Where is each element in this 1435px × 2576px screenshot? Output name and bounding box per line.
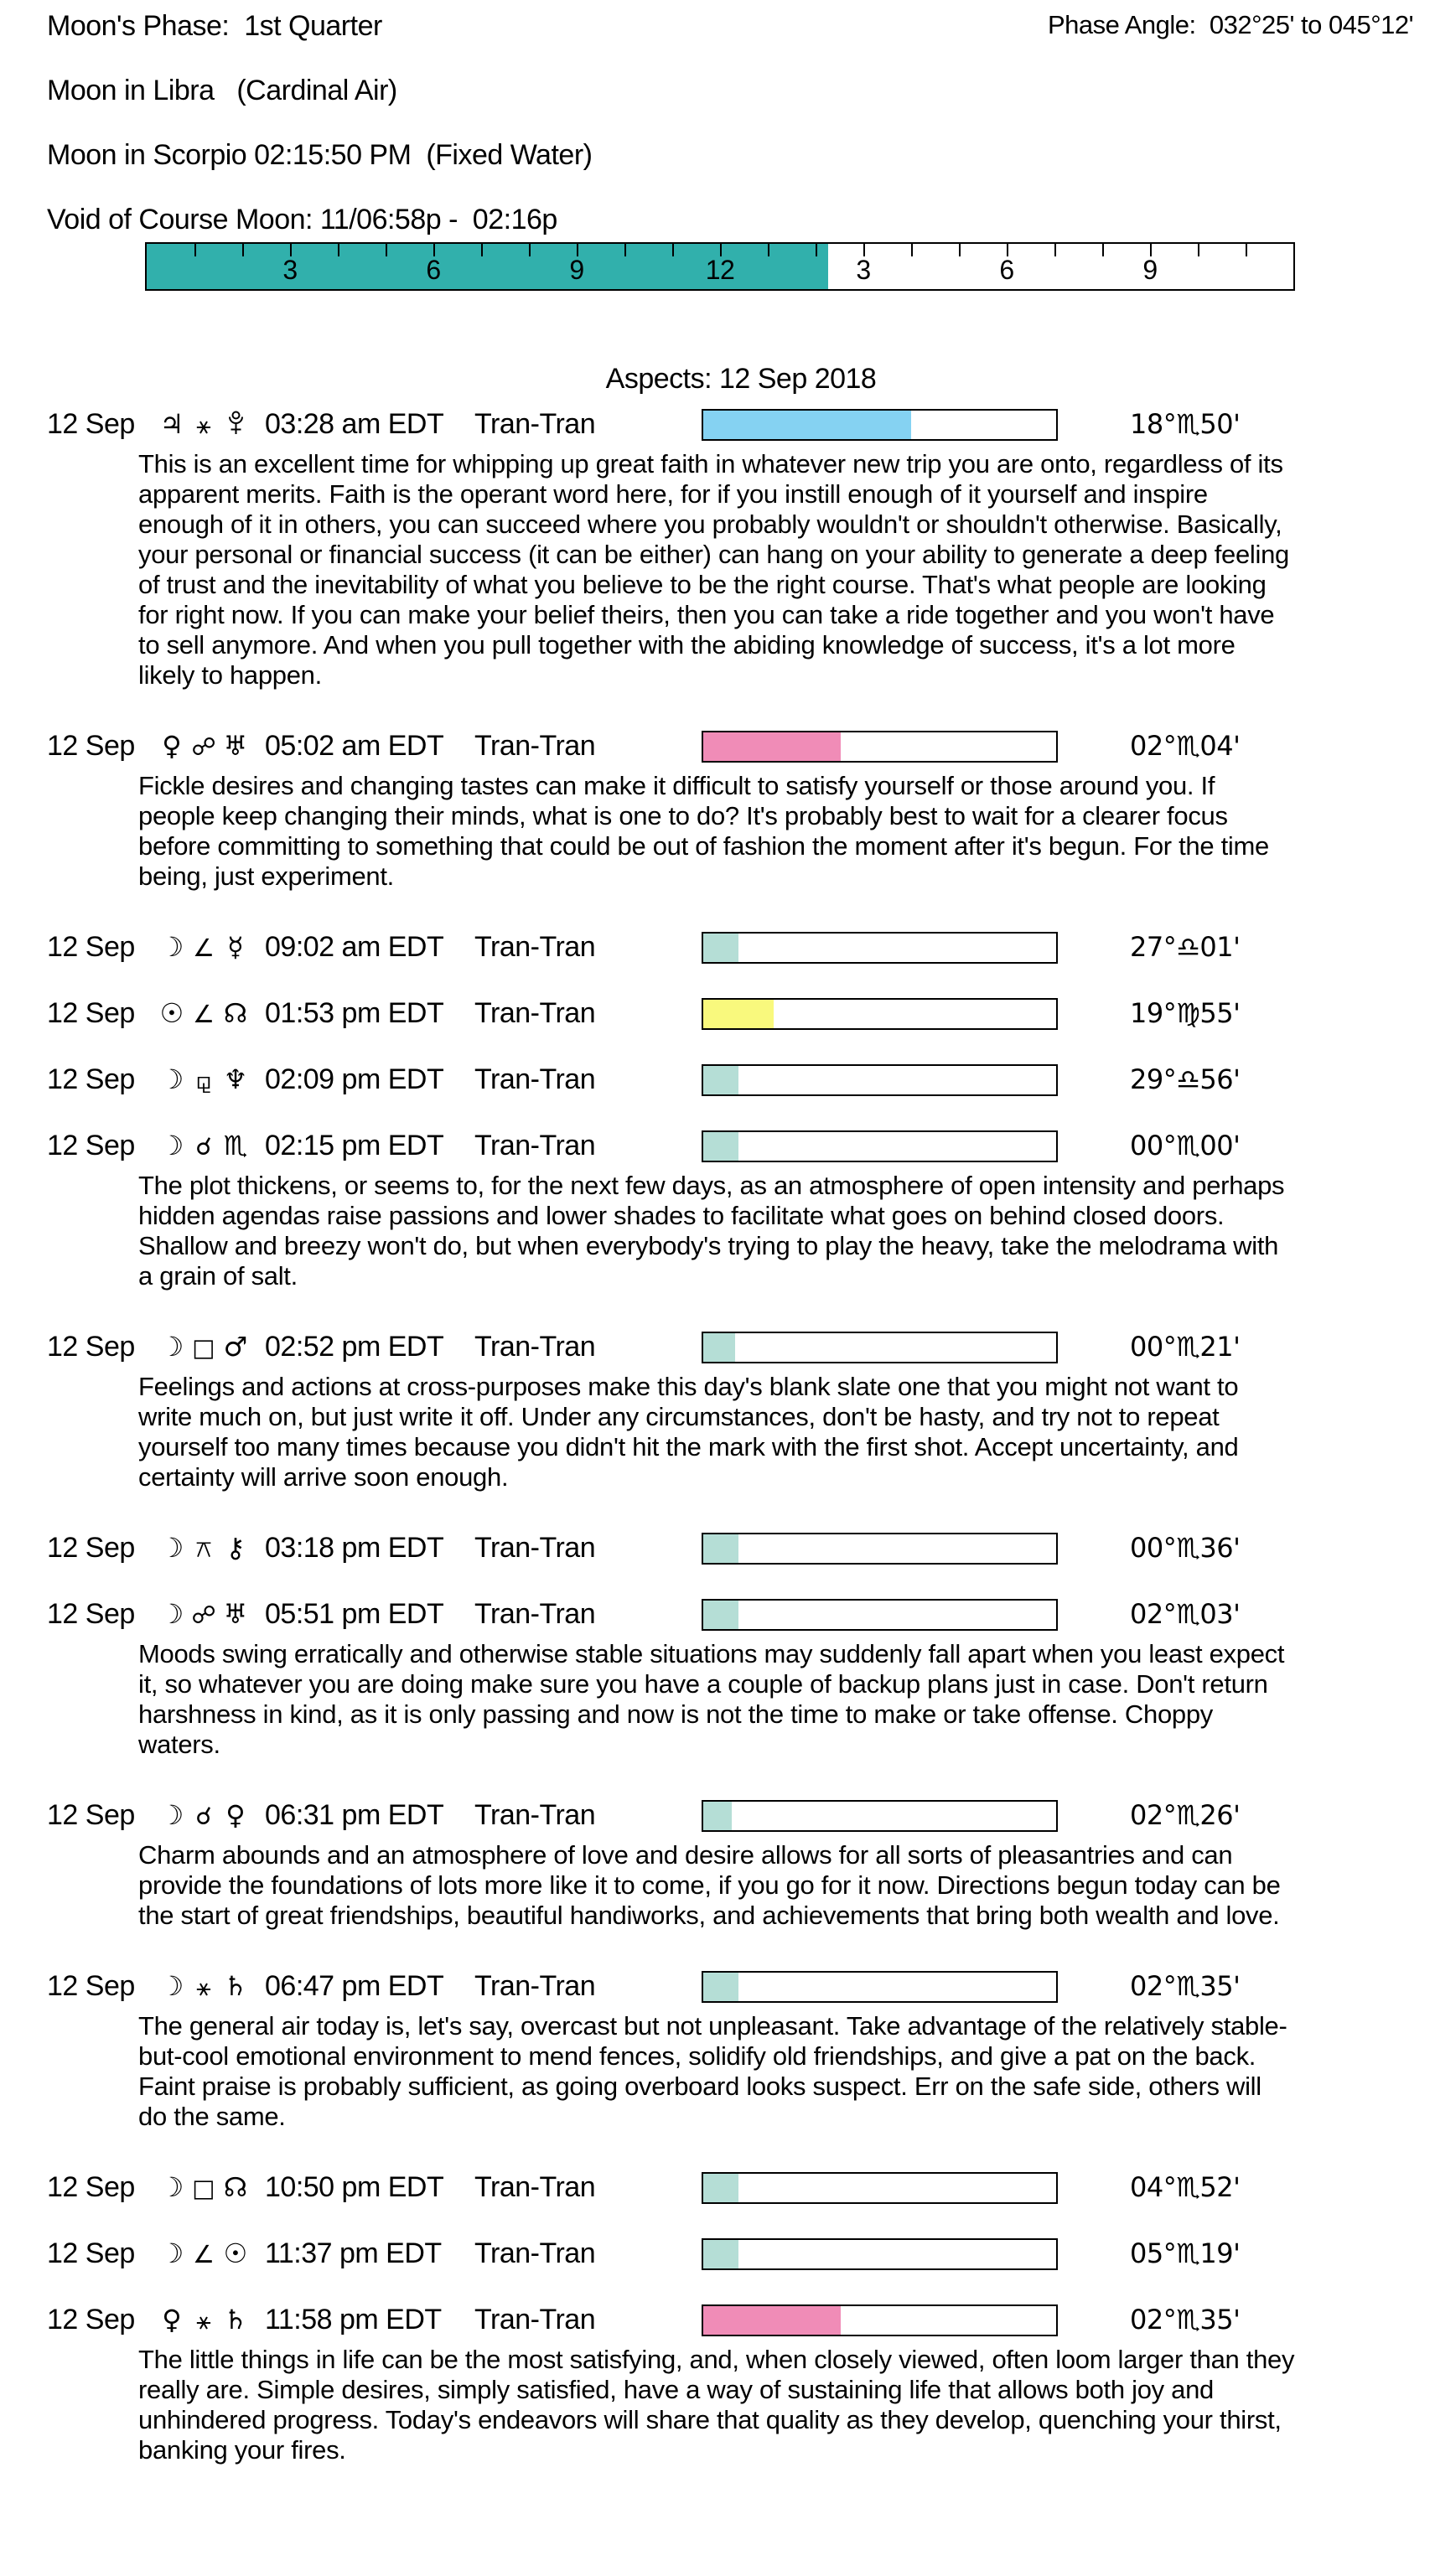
opposition-icon: ☍: [191, 1601, 216, 1629]
north-node-icon: ☊: [223, 2171, 248, 2203]
sun-icon: ☉: [159, 997, 184, 1029]
sextile-icon: ⚹: [196, 2306, 211, 2335]
aspect-position-value: 19°♍55': [1130, 997, 1241, 1029]
moon-icon: ☽: [159, 1532, 184, 1564]
mars-icon: ♂: [223, 1331, 248, 1363]
orb-bar: [702, 932, 1058, 964]
voc-ruler: [145, 242, 1295, 291]
ruler-tick: [1246, 244, 1247, 256]
ruler-tick: [672, 244, 674, 256]
aspect-description: The plot thickens, or seems to, for the next few days, as an atmosphere of open intensity and perhaps hidden agendas raise passions and lower shades to facilitate what goes on behind closed doors. Shallow and breezy won't do, but when everybody's trying to play the heavy, take the melodrama with a grain of salt.: [138, 1171, 1285, 1291]
aspect-time: 02:15 pm EDT: [265, 1130, 444, 1161]
aspect-date: 12 Sep: [47, 2237, 135, 2269]
aspect-date: 12 Sep: [47, 1970, 135, 2002]
orb-bar: [702, 2238, 1058, 2270]
moon-icon: ☽: [159, 1799, 184, 1831]
moon-in-libra-line: Moon in Libra (Cardinal Air): [47, 75, 397, 106]
aspect-date: 12 Sep: [47, 931, 135, 963]
moon-icon: ☽: [159, 1970, 184, 2002]
aspect-type: Tran-Tran: [474, 2304, 596, 2335]
square-icon: □: [192, 1333, 215, 1362]
aspect-date: 12 Sep: [47, 997, 135, 1029]
aspect-date: 12 Sep: [47, 1799, 135, 1831]
aspect-description: Fickle desires and changing tastes can make it difficult to satisfy yourself or those around you. If people keep changing their minds, what is one to do? It's probably best to wait for a clearer focus before committing to something that could be out of fashion the moment after it's begun. For the time being, just experiment.: [138, 771, 1269, 891]
orb-bar: [702, 2172, 1058, 2204]
aspect-type: Tran-Tran: [474, 2171, 596, 2203]
aspect-position-value: 05°♏19': [1130, 2237, 1241, 2269]
aspect-row: [47, 930, 1435, 964]
ruler-tick: [768, 244, 769, 256]
saturn-icon: ♄: [223, 2304, 248, 2335]
ruler-tick: [911, 244, 913, 256]
aspect-row: [47, 407, 1435, 441]
orb-bar: [702, 998, 1058, 1030]
aspect-position-value: 02°♏03': [1130, 1598, 1241, 1630]
orb-bar: [702, 1971, 1058, 2003]
uranus-icon: ♅: [223, 1598, 248, 1630]
aspect-date: 12 Sep: [47, 2304, 135, 2335]
ruler-tick: [386, 244, 387, 256]
venus-icon: ♀: [162, 730, 182, 762]
aspect-type: Tran-Tran: [474, 997, 596, 1029]
aspect-row: [47, 996, 1435, 1030]
ruler-tick: [624, 244, 626, 256]
orb-fill: [703, 1601, 738, 1629]
aspect-row: [47, 2303, 1435, 2336]
ruler-hour-label: 6: [426, 255, 441, 285]
orb-fill: [703, 1333, 735, 1362]
ruler-hour-label: 6: [999, 255, 1014, 285]
quincunx-icon: ⚻: [195, 1534, 212, 1563]
ruler-tick: [338, 244, 339, 256]
chiron-icon: ⚷: [225, 1532, 246, 1564]
orb-fill: [703, 2174, 738, 2202]
aspect-time: 11:37 pm EDT: [265, 2237, 442, 2269]
aspect-description: The little things in life can be the most satisfying, and, when closely viewed, often loom larger than they really are. Simple desires, simply satisfied, have a way of sustaining life that allows both joy and unhindered progress. Today's endeavors will share that quality as they develop, quenching your thirst, banking your fires.: [138, 2345, 1295, 2465]
aspect-row: [47, 1063, 1435, 1096]
aspect-time: 05:02 am EDT: [265, 730, 444, 762]
ruler-tick: [194, 244, 196, 256]
scorpio-icon: ♏: [223, 1130, 248, 1161]
aspect-date: 12 Sep: [47, 730, 135, 762]
orb-bar: [702, 1130, 1058, 1162]
aspect-position-value: 00°♏36': [1130, 1532, 1241, 1564]
mercury-icon: ☿: [227, 931, 244, 963]
moon-phase-line: Moon's Phase: 1st Quarter: [47, 10, 382, 42]
aspect-row: [47, 729, 1435, 763]
orb-fill: [703, 1000, 774, 1028]
aspect-time: 06:31 pm EDT: [265, 1799, 444, 1831]
ruler-tick: [481, 244, 483, 256]
aspect-type: Tran-Tran: [474, 1130, 596, 1161]
aspect-description: Feelings and actions at cross-purposes make this day's blank slate one that you might not want to write much on, but just write it off. Under any circumstances, don't be hasty, and try not to repeat yourself too many times because you didn't hit the mark with the first shot. Accept uncertainty, and certainty will arrive soon enough.: [138, 1372, 1239, 1492]
aspect-time: 02:09 pm EDT: [265, 1063, 444, 1095]
aspect-date: 12 Sep: [47, 1130, 135, 1161]
orb-fill: [703, 934, 738, 962]
conjunction-icon: ☌: [195, 1132, 212, 1161]
conjunction-icon: ☌: [195, 1802, 212, 1830]
orb-fill: [703, 2306, 841, 2335]
aspect-time: 03:28 am EDT: [265, 408, 444, 440]
orb-fill: [703, 1534, 738, 1563]
aspect-row: [47, 2170, 1435, 2204]
orb-fill: [703, 1802, 732, 1830]
semisquare-icon: ∠: [193, 934, 215, 962]
ruler-tick: [529, 244, 531, 256]
aspect-row: [47, 1330, 1435, 1363]
aspect-time: 10:50 pm EDT: [265, 2171, 444, 2203]
aspect-type: Tran-Tran: [474, 408, 596, 440]
moon-icon: ☽: [159, 2171, 184, 2203]
aspect-description: This is an excellent time for whipping up great faith in whatever new trip you are onto, regardless of its apparent merits. Faith is the operant word here, for if you instill enough of it yourself and inspire enough of it in others, you can succeed where you probably wouldn't or shouldn't otherwise. Basically, your personal or financial success (it can be either) can hang on your ability to generate a deep feeling of trust and the inevitability of what you believe to be the right course. That's what people are looking for right now. If you can make your belief theirs, then you can take a ride together and you won't have to sell anymore. And when you pull together with the abiding knowledge of success, it's a lot more likely to happen.: [138, 449, 1289, 690]
orb-fill: [703, 732, 841, 761]
aspect-row: [47, 1798, 1435, 1832]
void-of-course-line: Void of Course Moon: 11/06:58p - 02:16p: [47, 204, 557, 235]
ruler-hour-label: 12: [705, 255, 735, 285]
aspect-date: 12 Sep: [47, 1532, 135, 1564]
aspect-time: 06:47 pm EDT: [265, 1970, 444, 2002]
aspect-time: 11:58 pm EDT: [265, 2304, 442, 2335]
aspect-position-value: 27°♎01': [1130, 931, 1241, 963]
phase-angle-text: Phase Angle: 032°25' to 045°12': [1047, 10, 1413, 39]
aspect-position-value: 18°♏50': [1130, 408, 1241, 440]
aspect-time: 03:18 pm EDT: [265, 1532, 444, 1564]
orb-fill: [703, 2240, 738, 2268]
aspect-type: Tran-Tran: [474, 931, 596, 963]
aspect-date: 12 Sep: [47, 1598, 135, 1630]
pluto-icon: [220, 407, 251, 441]
aspect-position-value: 02°♏35': [1130, 2304, 1241, 2335]
neptune-icon: ♆: [223, 1063, 248, 1095]
aspect-date: 12 Sep: [47, 408, 135, 440]
aspect-time: 02:52 pm EDT: [265, 1331, 444, 1363]
orb-bar: [702, 1064, 1058, 1096]
semisquare-icon: ∠: [193, 1000, 215, 1028]
venus-icon: ♀: [162, 2304, 182, 2335]
aspect-type: Tran-Tran: [474, 1970, 596, 2002]
ruler-tick: [242, 244, 244, 256]
aspect-list: [47, 407, 1435, 2465]
square-icon: □: [192, 2174, 215, 2202]
ruler-hour-label: 9: [569, 255, 584, 285]
aspect-position-value: 02°♏26': [1130, 1799, 1241, 1831]
aspect-type: Tran-Tran: [474, 1331, 596, 1363]
aspect-row: [47, 1969, 1435, 2003]
ruler-hour-label: 3: [282, 255, 298, 285]
ruler-tick: [816, 244, 817, 256]
sesquiquadrate-icon: ⚼: [194, 1066, 213, 1094]
aspect-row: [47, 1129, 1435, 1162]
ruler-tick: [1102, 244, 1104, 256]
aspect-type: Tran-Tran: [474, 1532, 596, 1564]
moon-icon: ☽: [159, 931, 184, 963]
aspect-position-value: 00°♏21': [1130, 1331, 1241, 1363]
orb-bar: [702, 409, 1058, 441]
aspect-position-value: 02°♏04': [1130, 730, 1241, 762]
aspect-time: 05:51 pm EDT: [265, 1598, 444, 1630]
orb-bar: [702, 2304, 1058, 2336]
ruler-tick: [1198, 244, 1199, 256]
moon-icon: ☽: [159, 2237, 184, 2269]
jupiter-icon: ♃: [159, 408, 184, 440]
uranus-icon: ♅: [223, 730, 248, 762]
aspect-description: Charm abounds and an atmosphere of love and desire allows for all sorts of pleasantries and can provide the foundations of lots more like it to come, if you go for it now. Directions begun today can be the start of great friendships, beautiful handiworks, and achievements that bring both wealth and love.: [138, 1840, 1281, 1930]
aspect-position-value: 02°♏35': [1130, 1970, 1241, 2002]
ruler-tick: [1054, 244, 1056, 256]
orb-bar: [702, 1332, 1058, 1363]
ruler-tick: [959, 244, 961, 256]
aspect-type: Tran-Tran: [474, 2237, 596, 2269]
aspect-row: [47, 1531, 1435, 1565]
sextile-icon: ⚹: [196, 1973, 211, 2001]
aspect-row: [47, 2237, 1435, 2270]
aspect-type: Tran-Tran: [474, 1063, 596, 1095]
aspect-position-value: 00°♏00': [1130, 1130, 1241, 1161]
sun-icon: ☉: [223, 2237, 248, 2269]
moon-icon: ☽: [159, 1063, 184, 1095]
orb-fill: [703, 1973, 738, 2001]
aspect-position-value: 29°♎56': [1130, 1063, 1241, 1095]
moon-icon: ☽: [159, 1598, 184, 1630]
aspect-position-value: 04°♏52': [1130, 2171, 1241, 2203]
sextile-icon: ⚹: [196, 411, 211, 439]
aspect-description: The general air today is, let's say, overcast but not unpleasant. Take advantage of the relatively stable-but-cool emotional environment to mend fences, solidify old friendships, and give a pat on the back. Faint praise is probably sufficient, as going overboard looks suspect. Err on the safe side, others will do the same.: [138, 2011, 1287, 2131]
orb-fill: [703, 1132, 738, 1161]
aspect-row: [47, 1597, 1435, 1631]
aspect-type: Tran-Tran: [474, 730, 596, 762]
aspect-time: 09:02 am EDT: [265, 931, 444, 963]
north-node-icon: ☊: [223, 997, 248, 1029]
venus-icon: ♀: [225, 1799, 246, 1831]
ruler-hour-label: 9: [1142, 255, 1158, 285]
saturn-icon: ♄: [223, 1970, 248, 2002]
orb-bar: [702, 731, 1058, 763]
aspects-title: Aspects: 12 Sep 2018: [605, 363, 877, 395]
moon-icon: ☽: [159, 1331, 184, 1363]
orb-bar: [702, 1800, 1058, 1832]
aspect-type: Tran-Tran: [474, 1598, 596, 1630]
moon-icon: ☽: [159, 1130, 184, 1161]
ruler-hour-label: 3: [856, 255, 871, 285]
opposition-icon: ☍: [191, 732, 216, 761]
aspect-date: 12 Sep: [47, 2171, 135, 2203]
semisquare-icon: ∠: [193, 2240, 215, 2268]
aspect-type: Tran-Tran: [474, 1799, 596, 1831]
aspect-description: Moods swing erratically and otherwise stable situations may suddenly fall apart when you least expect it, so whatever you are doing make sure you have a couple of backup plans just in case. Don't return harshness in kind, as it is only passing and now is not the time to make or take offense. Choppy waters.: [138, 1639, 1285, 1759]
aspect-date: 12 Sep: [47, 1063, 135, 1095]
orb-bar: [702, 1599, 1058, 1631]
orb-fill: [703, 1066, 738, 1094]
orb-bar: [702, 1533, 1058, 1565]
aspect-time: 01:53 pm EDT: [265, 997, 444, 1029]
moon-in-scorpio-line: Moon in Scorpio 02:15:50 PM (Fixed Water): [47, 139, 593, 171]
orb-fill: [703, 411, 911, 439]
aspect-date: 12 Sep: [47, 1331, 135, 1363]
